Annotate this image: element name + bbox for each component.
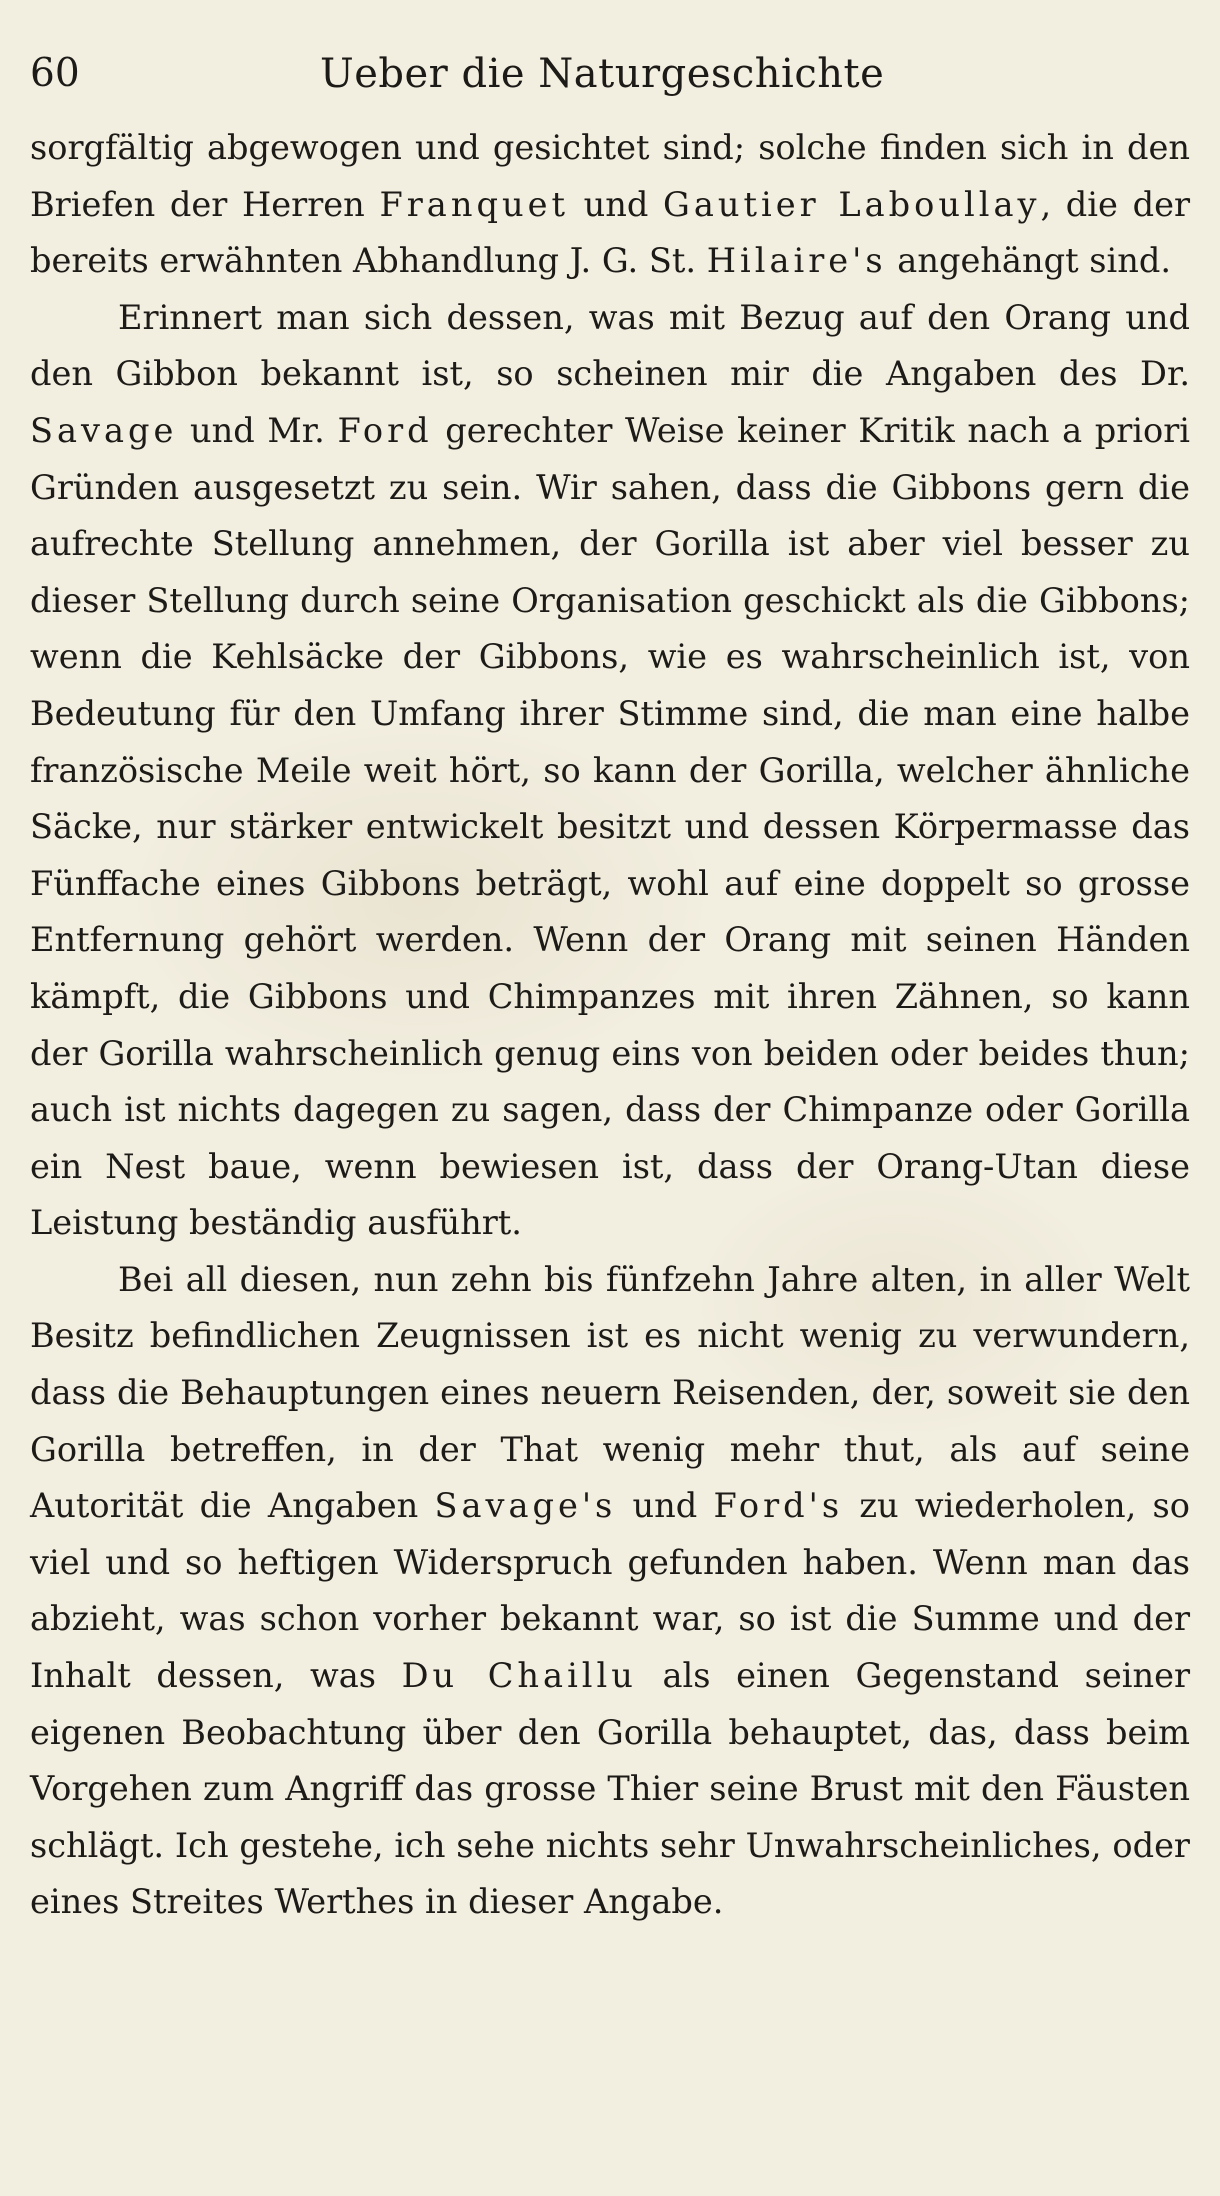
text-segment: und <box>616 1486 714 1526</box>
page-header <box>30 44 1200 104</box>
text-segment: als einen Gegenstand seiner eigenen Beobachtung über den Gorilla behauptet, das, dass beim Vorgehen zum Angriff das grosse Thier seine Brust mit den Fäusten schlägt. Ich gestehe, ich sehe nichts sehr Unwahrscheinliches, oder eines Streites Werthes in dieser Angabe. <box>30 1656 1191 1922</box>
spaced-name: Franquet <box>379 184 569 224</box>
spaced-name: Savage <box>30 410 178 450</box>
text-segment: Erinnert man sich dessen, was mit Bezug auf den Orang und den Gibbon bekannt ist, so scheinen mir die Angaben des Dr. <box>30 297 1190 394</box>
paragraph-3 <box>30 1252 1190 1931</box>
running-title: Ueber die Naturgeschichte <box>320 51 885 97</box>
spaced-name: Ford's <box>713 1486 844 1526</box>
paragraph-2 <box>30 290 1190 1252</box>
text-segment: zu wiederholen, so viel und so heftigen Widerspruch gefunden haben. Wenn man das abzieht, was schon vorher bekannt war, so ist die Summe und der Inhalt dessen, was <box>30 1486 1190 1696</box>
spaced-name: Hilaire's <box>706 241 887 281</box>
text-segment: , die der bereits erwähnten Abhandlung J. G. St. <box>30 184 1190 281</box>
text-segment: angehängt sind. <box>886 241 1172 281</box>
text-segment: und <box>568 184 664 224</box>
spaced-name: Ford <box>337 410 433 450</box>
page-number: 60 <box>30 51 80 96</box>
spaced-name: Du Chaillu <box>401 1656 637 1696</box>
text-segment: und Mr. <box>177 410 338 450</box>
body-text <box>30 120 1190 1931</box>
text-segment: Bei all diesen, nun zehn bis fünfzehn Jahre alten, in aller Welt Besitz befindlichen Zeugnissen ist es nicht wenig zu verwundern, dass die Behauptungen eines neuern Reisenden, der, soweit sie den Gorilla betreffen, in der That wenig mehr thut, als auf seine Autorität die Angaben <box>30 1259 1190 1526</box>
text-segment: gerechter Weise keiner Kritik nach a priori Gründen ausgesetzt zu sein. Wir sahen, dass die Gibbons gern die aufrechte Stellung annehmen, der Gorilla ist aber viel besser zu dieser Stellung durch seine Organisation geschickt als die Gibbons; wenn die Kehlsäcke der Gibbons, wie es wahrscheinlich ist, von Bedeutung für den Umfang ihrer Stimme sind, die man eine halbe französische Meile weit hört, so kann der Gorilla, welcher ähnliche Säcke, nur stärker entwickelt besitzt und dessen Körpermasse das Fünffache eines Gibbons beträgt, wohl auf eine doppelt so grosse Entfernung gehört werden. Wenn der Orang mit seinen Händen kämpft, die Gibbons und Chimpanzes mit ihren Zähnen, so kann der Gorilla wahrscheinlich genug eins von beiden oder beides thun; auch ist nichts dagegen zu sagen, dass der Chimpanze oder Gorilla ein Nest baue, wenn bewiesen ist, dass der Orang-Utan diese Leistung beständig ausführt. <box>30 410 1191 1243</box>
spaced-name: Savage's <box>434 1486 617 1526</box>
spaced-name: Gautier Laboullay <box>663 184 1041 224</box>
paragraph-1 <box>30 120 1190 290</box>
text-segment: sorgfältig abgewogen und gesichtet sind; solche finden sich in den Briefen der Herren <box>30 128 1190 224</box>
